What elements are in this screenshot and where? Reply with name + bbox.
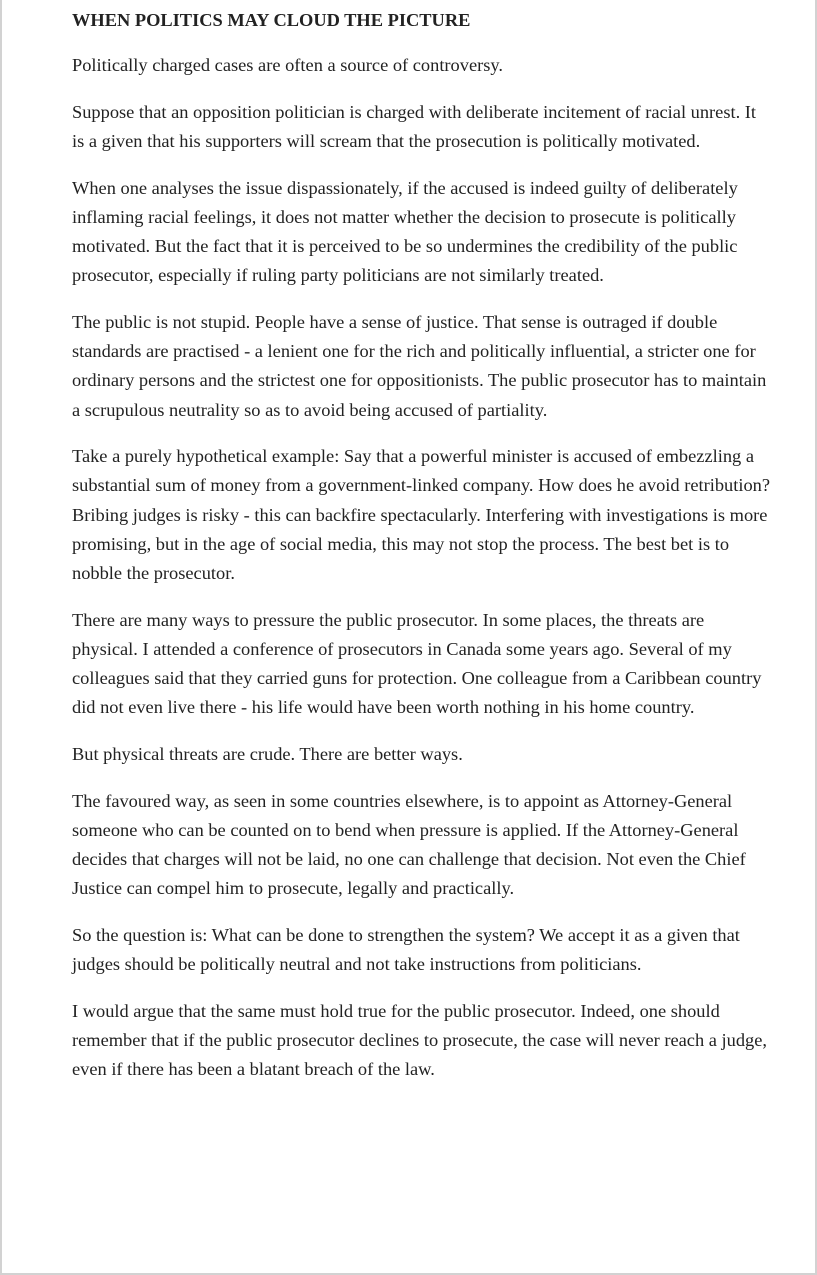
article-paragraph: I would argue that the same must hold true for the public prosecutor. Indeed, one should remember that if the public prosecutor declines to prosecute, the case will never reach a judge, even if there has been a blatant breach of the law. <box>72 1000 767 1080</box>
article-paragraph: The public is not stupid. People have a sense of justice. That sense is outraged if double standards are practised - a lenient one for the rich and politically influential, a stricter one for ordinary persons and the strictest one for oppositionists. The public prosecutor has to maintain a scrupulous neutrality so as to avoid being accused of partiality. <box>72 311 767 420</box>
article-paragraph: The favoured way, as seen in some countries elsewhere, is to appoint as Attorney-General someone who can be counted on to bend when pressure is applied. If the Attorney-General decides that charges will not be laid, no one can challenge that decision. Not even the Chief Justice can compel him to prosecute, legally and practically. <box>72 790 746 899</box>
article-paragraph: When one analyses the issue dispassionately, if the accused is indeed guilty of deliberately inflaming racial feelings, it does not matter whether the decision to prosecute is politically motivated. But the fact that it is perceived to be so undermines the credibility of the public prosecutor, especially if ruling party politicians are not similarly treated. <box>72 177 738 286</box>
article-paragraph: So the question is: What can be done to strengthen the system? We accept it as a given that judges should be politically neutral and not take instructions from politicians. <box>72 925 740 975</box>
article-paragraph: Suppose that an opposition politician is charged with deliberate incitement of racial unrest. It is a given that his supporters will scream that the prosecution is politically motivated. <box>72 101 757 151</box>
article-paragraph: Take a purely hypothetical example: Say that a powerful minister is accused of embezzling a substantial sum of money from a government-linked company. How does he avoid retribution? Bribing judges is risky - this can backfire spectacularly. Interfering with investigations is more promising, but in the age of social media, this may not stop the process. The best bet is to nobble the prosecutor. <box>72 446 770 584</box>
article-paragraph: There are many ways to pressure the public prosecutor. In some places, the threats are physical. I attended a conference of prosecutors in Canada some years ago. Several of my colleagues said that they carried guns for protection. One colleague from a Caribbean country did not even live there - his life would have been worth nothing in his home country. <box>72 609 762 718</box>
article-headline: WHEN POLITICS MAY CLOUD THE PICTURE <box>72 10 471 30</box>
article-paragraph: Politically charged cases are often a source of controversy. <box>72 55 503 75</box>
article-body <box>72 6 772 1102</box>
article-paragraph: But physical threats are crude. There are better ways. <box>72 744 463 765</box>
